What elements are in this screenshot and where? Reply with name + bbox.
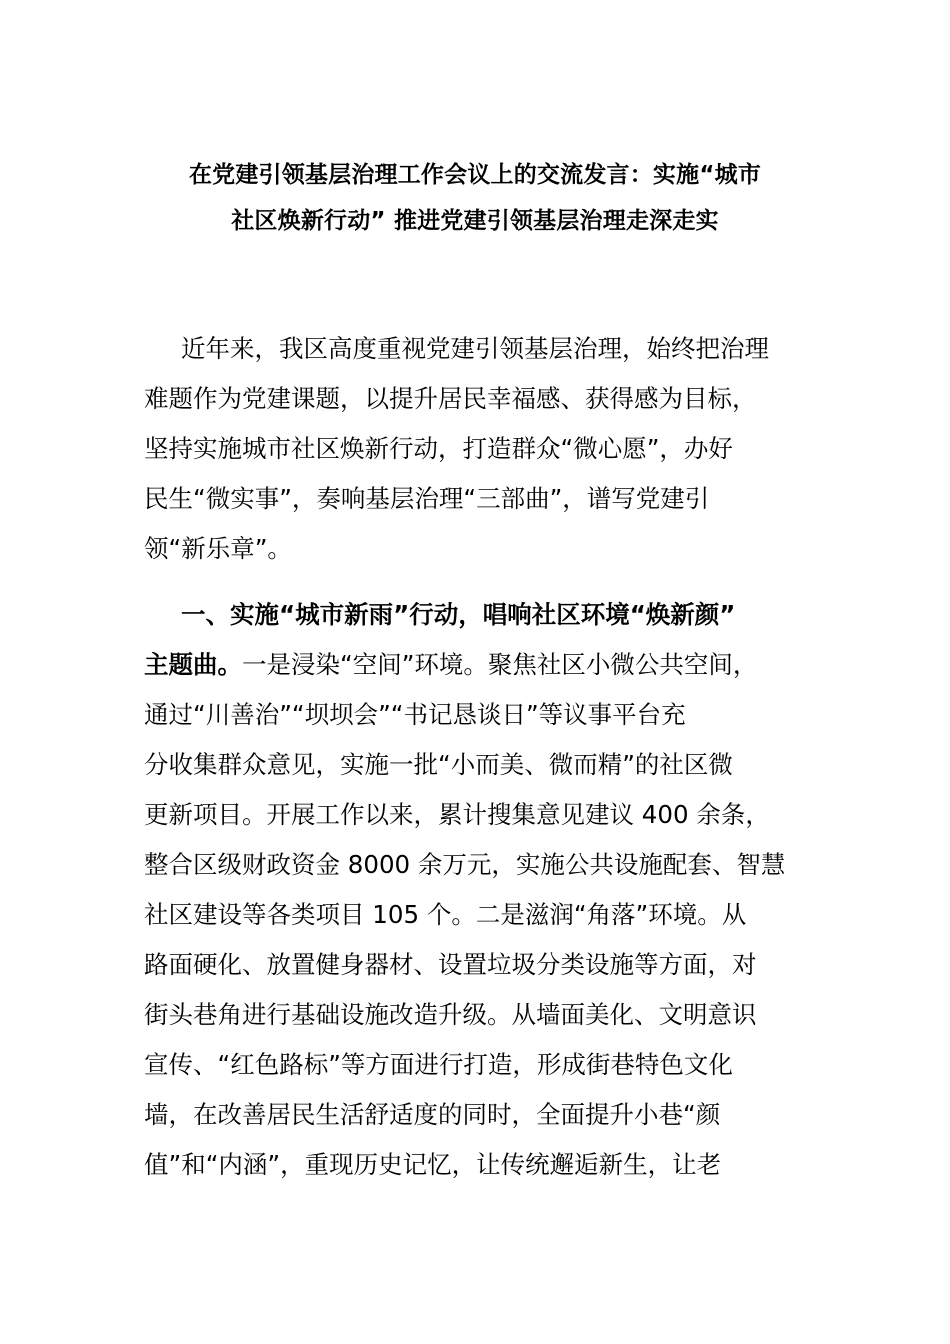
- paragraph-section-one: [144, 590, 814, 1190]
- text-line: 宣传、“红色路标”等方面进行打造，形成街巷特色文化: [144, 1050, 733, 1079]
- paragraph-spacer: [144, 574, 814, 590]
- text-line: 分收集群众意见，实施一批“小而美、微而精”的社区微: [144, 750, 733, 779]
- text-line: 墙，在改善居民生活舒适度的同时，全面提升小巷“颜: [144, 1100, 721, 1129]
- text-line: 民生“微实事”，奏响基层治理“三部曲”，谱写党建引: [144, 484, 710, 513]
- text-line: 难题作为党建课题，以提升居民幸福感、获得感为目标，: [144, 384, 757, 413]
- text-line: 值”和“内涵”，重现历史记忆，让传统邂逅新生，让老: [144, 1150, 722, 1179]
- section-heading-tail: 主题曲。: [144, 650, 242, 679]
- title-line-1: 在党建引领基层治理工作会议上的交流发言：实施“城市: [188, 162, 762, 188]
- text-line: [144, 640, 814, 690]
- text-line: 街头巷角进行基础设施改造升级。从墙面美化、文明意识: [144, 1000, 757, 1029]
- document-title: [150, 152, 800, 244]
- document-body: [144, 324, 814, 1190]
- text-line: 近年来，我区高度重视党建引领基层治理，始终把治理: [181, 334, 769, 363]
- paragraph-intro: [144, 324, 814, 574]
- text-line: 整合区级财政资金 8000 余万元，实施公共设施配套、智慧: [144, 850, 786, 879]
- text-line: 路面硬化、放置健身器材、设置垃圾分类设施等方面，对: [144, 950, 757, 979]
- text-line: 更新项目。开展工作以来，累计搜集意见建议 400 余条，: [144, 800, 770, 829]
- text-line: 通过“川善治”“坝坝会”“书记恳谈日”等议事平台充: [144, 700, 686, 729]
- text-line-rest: 一是浸染“空间”环境。聚焦社区小微公共空间，: [242, 650, 758, 679]
- text-line: 坚持实施城市社区焕新行动，打造群众“微心愿”，办好: [144, 434, 733, 463]
- text-line: 社区建设等各类项目 105 个。二是滋润“角落”环境。从: [144, 900, 747, 929]
- title-line-2: 社区焕新行动” 推进党建引领基层治理走深走实: [231, 208, 719, 234]
- section-heading: 一、实施“城市新雨”行动，唱响社区环境“焕新颜”: [181, 600, 736, 629]
- text-line: 领“新乐章”。: [144, 534, 292, 563]
